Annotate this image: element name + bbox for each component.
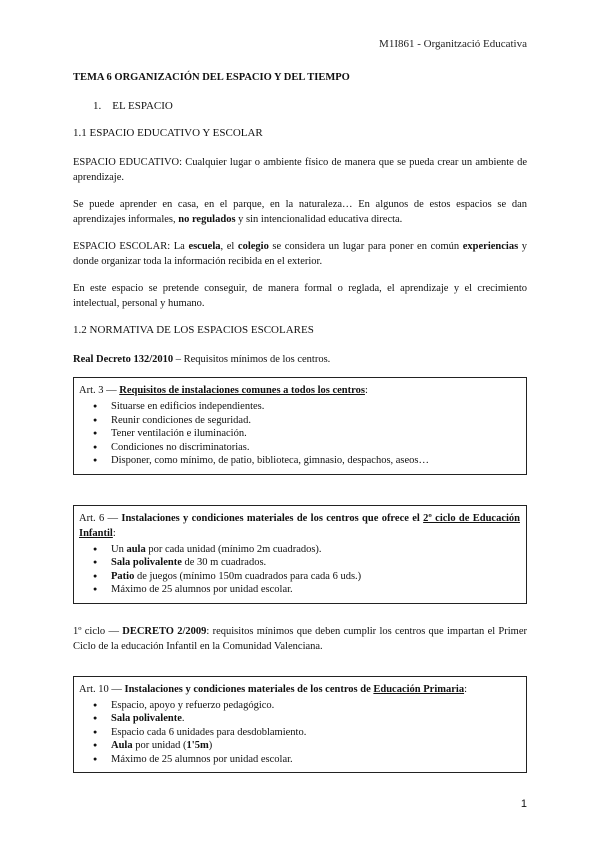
article-number: Art. 6 — [79,512,122,524]
spacer [73,495,527,505]
bold-segment: Patio [111,570,135,582]
text-segment: 1º ciclo — [73,625,123,637]
text-segment: y sin intencionalidad educativa directa. [235,214,403,225]
article-heading-underlined: 2º ciclo de Educación Infantil [79,512,520,539]
text-segment: y donde organizar toda la información recibida en el exterior. [73,241,528,267]
document-title: TEMA 6 ORGANIZACIÓN DEL ESPACIO Y DEL TIEMPO [73,72,350,83]
paragraph-aprendizaje [73,197,527,227]
bold-segment: 1'5m [186,740,209,751]
text-segment: Se puede aprender en casa, en el parque, en la naturaleza… En algunos de estos espacios se dan aprendizajes informales, [73,199,527,225]
list-item: ● Reunir condiciones de seguridad. [111,414,520,428]
spacer [73,666,527,676]
bold-segment: Aula [111,740,133,751]
article-number: Art. 10 — [79,683,125,695]
article-title [79,383,520,398]
bold-segment: aula [126,543,146,555]
list-item [111,556,520,570]
text-segment: : requisitos mínimos que deben cumplir los centros que impartan el Primer Ciclo de la educación Infantil en la Comunidad Valenciana. [73,625,528,652]
bullet-list [79,543,520,597]
article-number: Art. 3 — [79,385,120,396]
bold-segment: Sala polivalente [111,713,182,724]
paragraph-objetivo: En este espacio se pretende conseguir, de manera formal o reglada, el aprendizaje y el crecimiento intelectual, personal y humano. [73,283,527,309]
list-item: ● Tener ventilación e iluminación. [111,427,520,441]
article-heading: Instalaciones y condiciones materiales de los centros de [124,683,374,695]
bold-segment: escuela [188,241,221,252]
bold-segment: Sala polivalente [111,557,182,568]
text-segment: por cada unidad (mínimo 2m cuadrados). [145,543,322,555]
bold-segment: colegio [237,241,269,252]
section-number: 1. [93,100,102,112]
paragraph-real-decreto [73,352,527,367]
text-segment: por unidad ( [132,740,187,751]
running-header: M1I861 - Organització Educativa [379,38,527,50]
list-item: ● Máximo de 25 alumnos por unidad escolar. [111,753,520,767]
document-body [73,70,527,793]
punctuation: : [112,527,116,539]
decree-name: DECRETO 2/2009 [122,625,207,637]
list-item: ● Condiciones no discriminatorias. [111,441,520,455]
subsection-heading-1-1: 1.1 ESPACIO EDUCATIVO Y ESCOLAR [73,127,263,139]
text-segment: de juegos (mínimo 150m cuadrados para cada 6 uds.) [134,570,362,582]
article-box-art3 [73,377,527,475]
section-label: EL ESPACIO [112,100,173,112]
term-espacio-educativo: ESPACIO EDUCATIVO: [73,157,183,168]
article-title [79,682,520,697]
text-segment: de 30 m cuadrados. [181,557,267,568]
bold-segment: no regulados [178,214,236,225]
text-segment: – Requisitos mínimos de los centros. [173,354,331,365]
list-item: ● Situarse en edificios independientes. [111,400,520,414]
article-heading-underlined: Educación Primaria [373,683,465,695]
text-segment: se considera un lugar para poner en común [268,241,463,252]
article-box-art6 [73,505,527,604]
text-segment: , el [220,241,238,252]
list-item [111,543,520,557]
definition-text: Cualquier lugar o ambiente físico de manera que se pueda crear un ambiente de aprendizaje. [73,157,527,183]
list-item [111,739,520,753]
page-number: 1 [520,798,527,810]
punctuation: . [181,713,185,724]
article-box-art10 [73,676,527,774]
list-item [111,712,520,726]
list-item: ● Máximo de 25 alumnos por unidad escolar. [111,583,520,597]
paragraph-espacio-escolar [73,239,527,269]
text-segment: Un [111,543,127,555]
term-espacio-escolar: ESPACIO ESCOLAR: [73,241,171,252]
bullet-list [79,400,520,468]
list-item [111,570,520,584]
list-item: ● Espacio, apoyo y refuerzo pedagógico. [111,699,520,713]
article-title [79,511,520,541]
bullet-list [79,699,520,767]
list-item: ● Espacio cada 6 unidades para desdoblamiento. [111,726,520,740]
punctuation: : [464,683,467,695]
paragraph-decreto-2-2009 [73,624,527,654]
paragraph-espacio-educativo [73,155,527,185]
bold-segment: experiencias [462,241,519,252]
text-segment: ) [208,740,213,751]
subsection-heading-1-2: 1.2 NORMATIVA DE LOS ESPACIOS ESCOLARES [73,324,314,336]
article-heading: Instalaciones y condiciones materiales de los centros que ofrece el [121,512,424,524]
list-item: ● Disponer, como mínimo, de patio, biblioteca, gimnasio, despachos, aseos… [111,454,520,468]
article-heading: Requisitos de instalaciones comunes a todos los centros [119,385,365,396]
section-heading-espacio [93,99,527,114]
decree-name: Real Decreto 132/2010 [73,354,174,365]
punctuation: : [364,385,368,396]
text-segment: La [170,241,189,252]
